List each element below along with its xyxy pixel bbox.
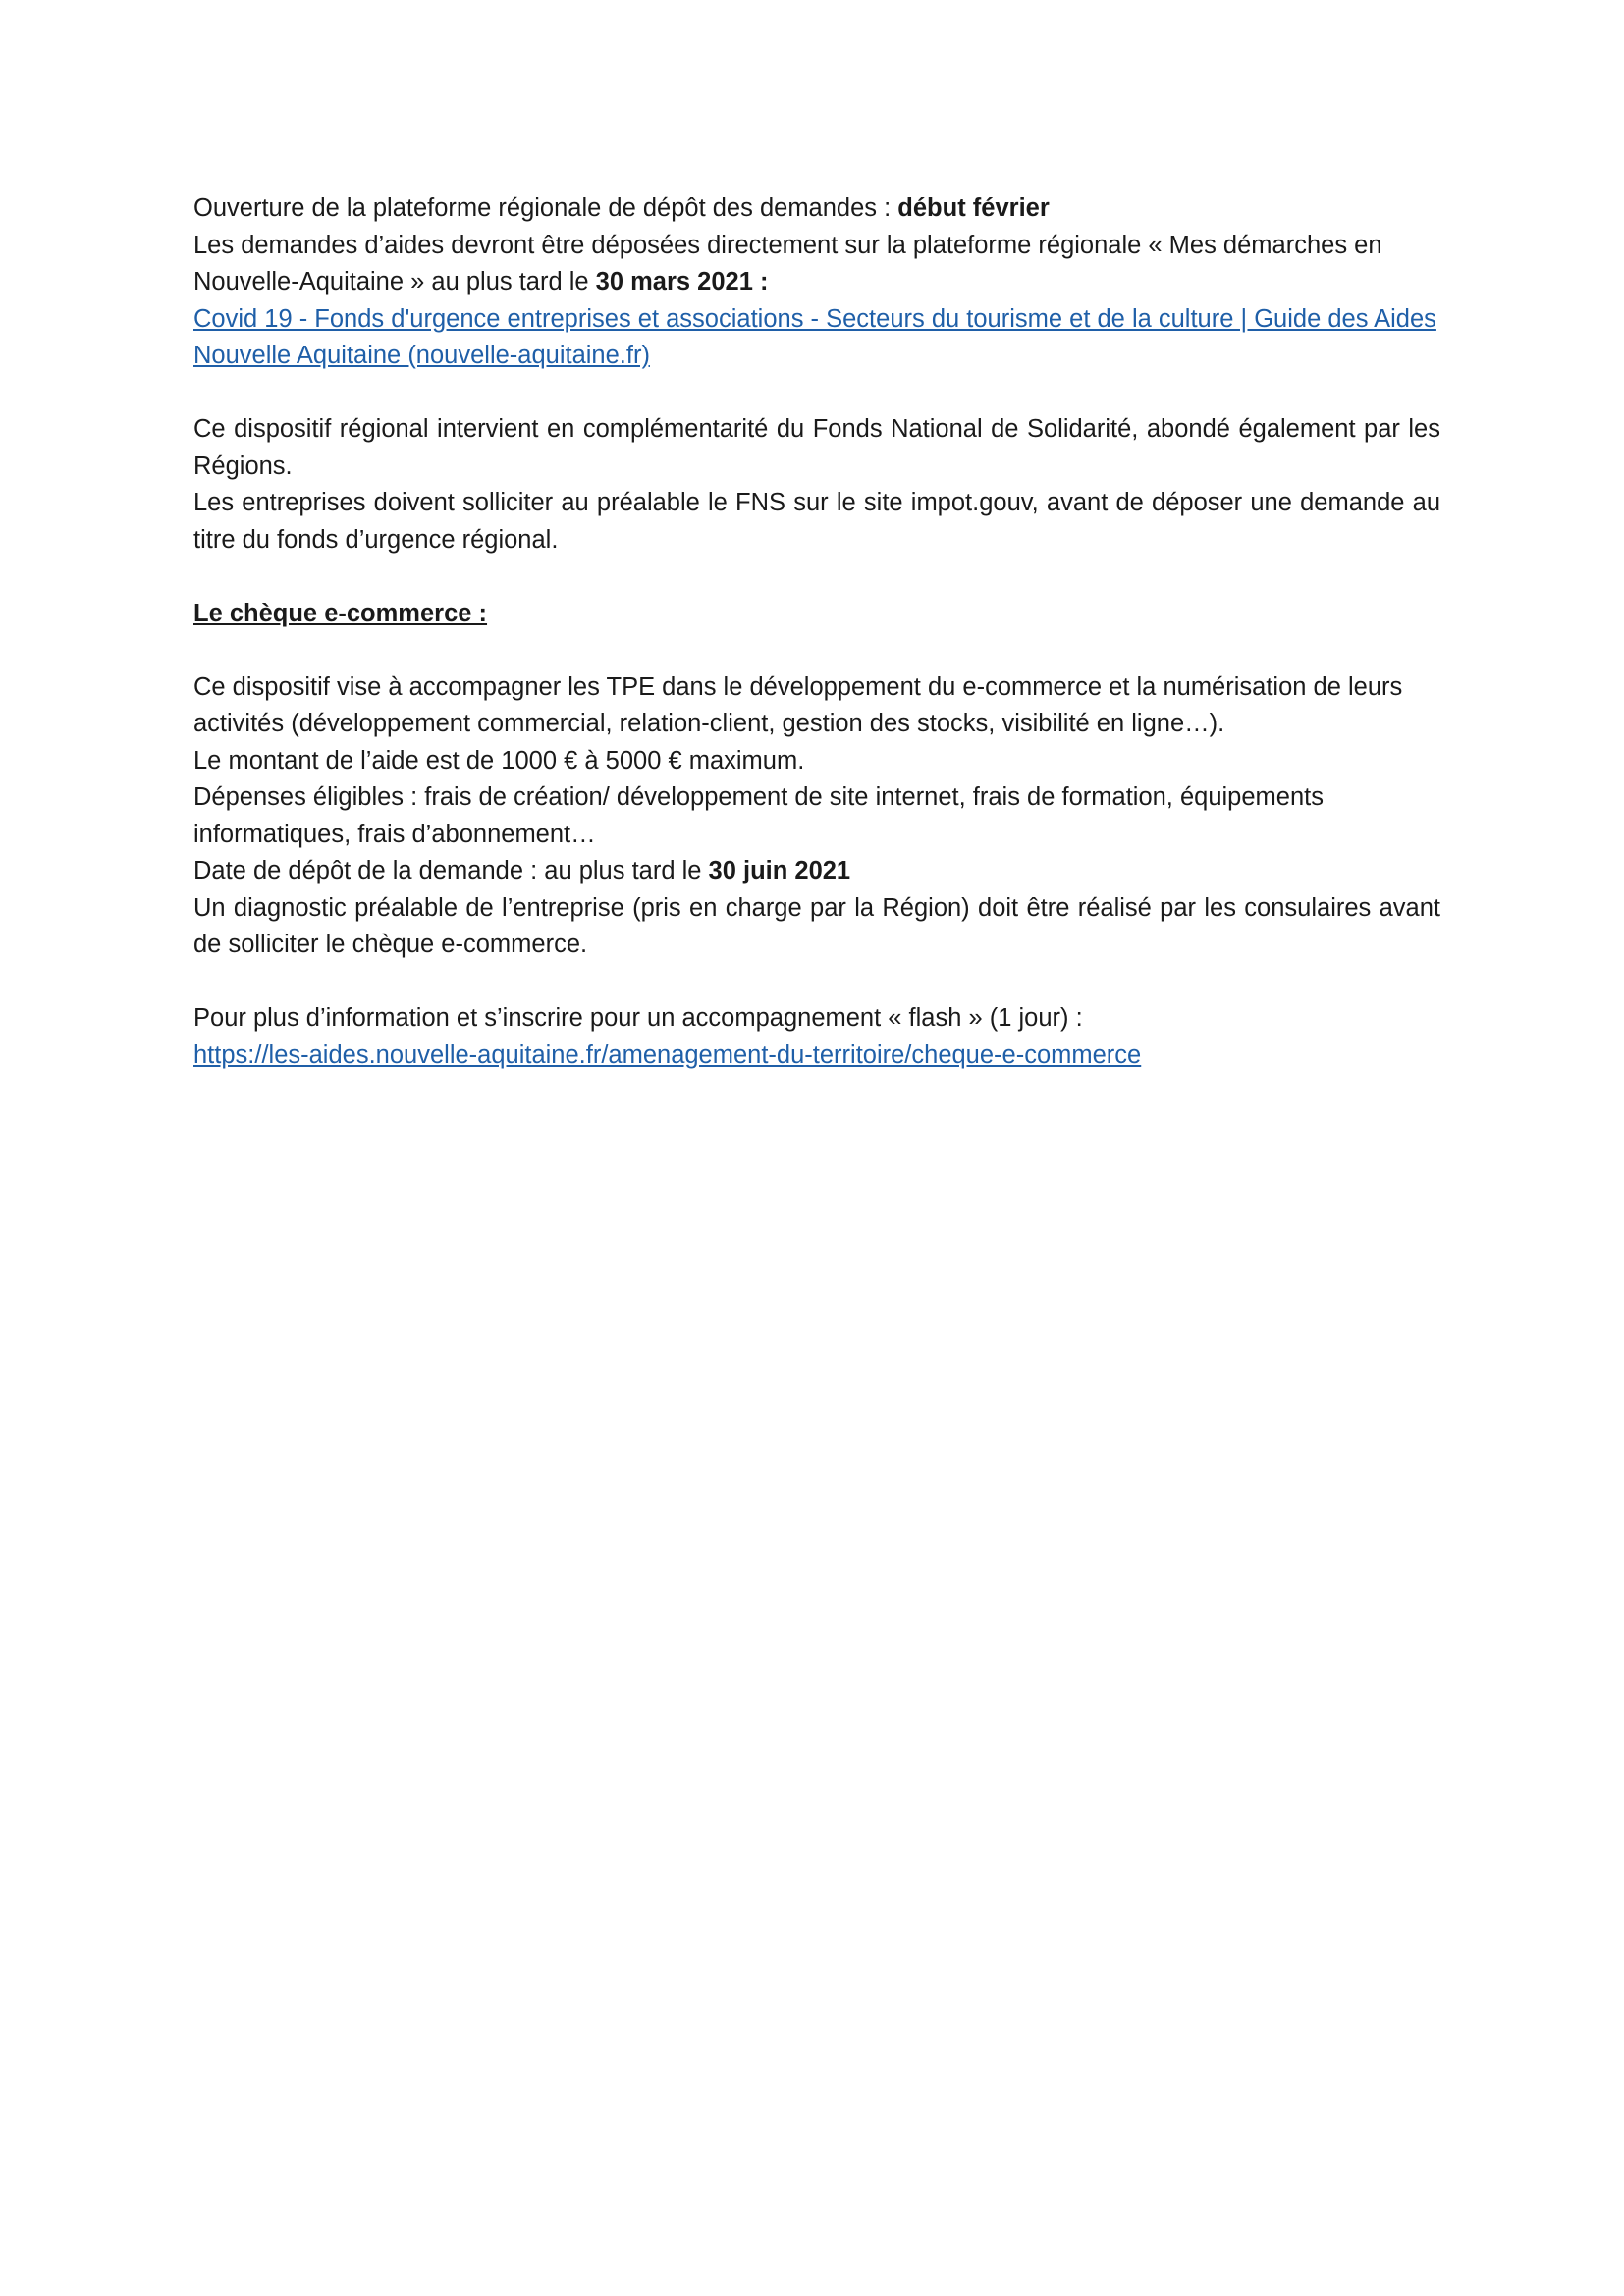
guide-aides-link[interactable]: Covid 19 - Fonds d'urgence entreprises et associations - Secteurs du tourisme et de la culture | Guide des Aides Nouvelle Aquitaine (nouvelle-aquitaine.fr) (193, 304, 1436, 369)
spacer (193, 964, 1440, 1001)
spacer (193, 632, 1440, 669)
aid-amount-paragraph: Le montant de l’aide est de 1000 € à 5000 € maximum. (193, 746, 805, 774)
spacer (193, 559, 1440, 596)
diagnostic-paragraph: Un diagnostic préalable de l’entreprise (pris en charge par la Région) doit être réalisé par les consulaires avant de solliciter le chèque e-commerce. (193, 893, 1440, 958)
cheque-ecommerce-link[interactable]: https://les-aides.nouvelle-aquitaine.fr/amenagement-du-territoire/cheque-e-commerce (193, 1041, 1142, 1069)
eligible-expenses-paragraph: Dépenses éligibles : frais de création/ développement de site internet, frais de formation, équipements informatiques, frais d’abonnement… (193, 783, 1324, 848)
platform-opening-line (193, 190, 1440, 228)
spacer (193, 375, 1440, 412)
ecommerce-purpose-paragraph: Ce dispositif vise à accompagner les TPE dans le développement du e-commerce et la numérisation de leurs activités (développement commercial, relation-client, gestion des stocks, visibilité en ligne…). (193, 672, 1403, 737)
submission-date-text: Date de dépôt de la demande : au plus tard le (193, 857, 709, 884)
document-body (193, 190, 1440, 1074)
submission-date-value: 30 juin 2021 (708, 857, 851, 884)
deadline-date: 30 mars 2021 : (595, 268, 769, 295)
platform-opening-text: Ouverture de la plateforme régionale de dépôt des demandes : (193, 194, 898, 222)
fns-paragraph: Les entreprises doivent solliciter au préalable le FNS sur le site impot.gouv, avant de déposer une demande au titre du fonds d’urgence régional. (193, 489, 1440, 554)
complementarity-paragraph: Ce dispositif régional intervient en complémentarité du Fonds National de Solidarité, abondé également par les Régions. (193, 415, 1440, 480)
cheque-link-paragraph (193, 1038, 1440, 1075)
deadline-text: Les demandes d’aides devront être déposées directement sur la plateforme régionale « Mes démarches en Nouvelle-Aquitaine » au plus tard le (193, 231, 1382, 295)
platform-opening-date: début février (897, 194, 1050, 222)
section-heading-paragraph (193, 596, 1440, 633)
deadline-paragraph (193, 228, 1440, 301)
cheque-ecommerce-heading: Le chèque e-commerce : (193, 599, 488, 627)
submission-date-paragraph (193, 853, 1440, 890)
guide-link-paragraph (193, 301, 1440, 375)
more-info-paragraph: Pour plus d’information et s’inscrire pour un accompagnement « flash » (1 jour) : (193, 1004, 1083, 1032)
